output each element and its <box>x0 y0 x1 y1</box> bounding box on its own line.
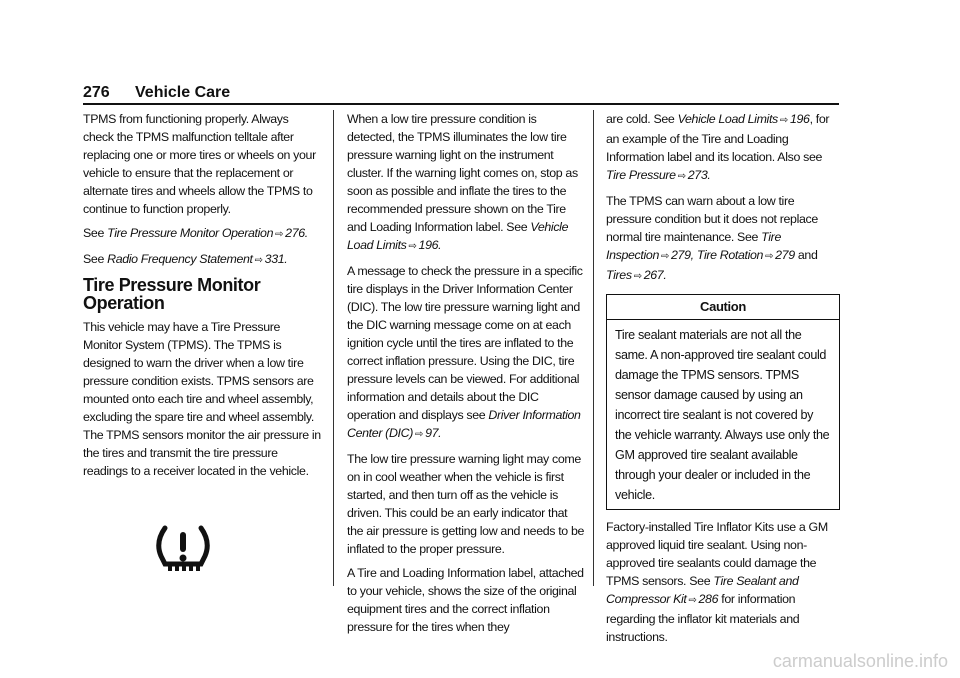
see-reference: See Radio Frequency Statement⇨ 331. <box>83 250 321 270</box>
tire-pressure-warning-icon <box>153 524 213 574</box>
paragraph: are cold. See Vehicle Load Limits⇨ 196, for an example of the Tire and Loading Information label and its location. Also see Tire Pressure⇨ 273. <box>606 110 840 186</box>
column-right <box>606 110 840 652</box>
paragraph: This vehicle may have a Tire Pressure Monitor System (TPMS). The TPMS is designed to warn the driver when a low tire pressure condition exists. TPMS sensors are mounted onto each tire and wheel assembly, excluding the spare tire and wheel assembly. The TPMS sensors monitor the air pressure in the tires and transmit the tire pressure readings to a receiver located in the vehicle. <box>83 320 321 478</box>
page-ref[interactable]: 331. <box>264 252 288 266</box>
arrow-icon <box>632 268 644 282</box>
column-divider <box>593 110 594 586</box>
arrow-icon <box>763 248 775 262</box>
arrow-icon <box>253 252 265 266</box>
link[interactable]: Vehicle Load Limits <box>677 112 778 126</box>
page-ref[interactable]: 276. <box>285 226 308 240</box>
page-ref[interactable]: 286 <box>698 592 719 606</box>
page-ref[interactable]: 196. <box>418 238 442 252</box>
column-divider <box>333 110 334 586</box>
paragraph: A message to check the pressure in a specific tire displays in the Driver Information Center (DIC). The low tire pressure warning light and the DIC warning message come on at each ignition cycle until the tires are inflated to the correct inflation pressure. Using the DIC, tire pressure levels can be viewed. For additional information and details about the DIC operation and displays see Driver Information Center (DIC)⇨ 97. <box>347 262 585 444</box>
link[interactable]: Radio Frequency Statement <box>107 252 253 266</box>
paragraph: TPMS from functioning properly. Always check the TPMS malfunction telltale after replacing one or more tires or wheels on your vehicle to ensure that the replacement or alternate tires and wheels allow the TPMS to continue to function properly. <box>83 112 316 216</box>
arrow-icon <box>273 226 285 240</box>
arrow-icon <box>676 168 688 182</box>
paragraph: The low tire pressure warning light may come on in cool weather when the vehicle is first started, and then turn off as the vehicle is driven. This could be an early indicator that the air pressure is getting low and needs to be inflated to the proper pressure. <box>347 452 585 556</box>
paragraph: When a low tire pressure condition is detected, the TPMS illuminates the low tire pressure warning light on the instrument cluster. If the warning light comes on, stop as soon as possible and inflate the tires to the recommended pressure shown on the Tire and Loading Information label. See Vehicle Load Limits⇨ 196. <box>347 110 585 256</box>
arrow-icon <box>407 238 419 252</box>
arrow-icon <box>778 112 790 126</box>
link[interactable]: Vehicle Load Limits <box>347 220 569 252</box>
paragraph: The TPMS can warn about a low tire pressure condition but it does not replace normal tire maintenance. See Tire Inspection⇨ 279, Tire Rotation⇨ 279 and Tires⇨ 267. <box>606 192 840 286</box>
section-title: Vehicle Care <box>135 84 231 101</box>
see-reference: See Tire Pressure Monitor Operation⇨ 276. <box>83 224 321 244</box>
paragraph: A Tire and Loading Information label, attached to your vehicle, shows the size of the original equipment tires and the correct inflation pressure for the tires when they <box>347 566 584 634</box>
caution-title: Caution <box>607 295 839 320</box>
header-rule <box>83 103 839 105</box>
link[interactable]: Tires <box>606 268 632 282</box>
link[interactable]: Tire Pressure <box>606 168 676 182</box>
link[interactable]: Tire Rotation <box>696 248 764 262</box>
watermark: carmanualsonline.info <box>772 651 948 671</box>
paragraph: Factory-installed Tire Inflator Kits use a GM approved liquid tire sealant. Using non-approved tire sealants could damage the TPMS sensors. See Tire Sealant and Compressor Kit⇨ 286 for information regarding the inflator kit materials and instructions. <box>606 518 840 646</box>
arrow-icon <box>659 248 671 262</box>
arrow-icon <box>686 592 698 606</box>
section-heading: Tire Pressure Monitor Operation <box>83 275 261 313</box>
caution-body: Tire sealant materials are not all the same. A non-approved tire sealant could damage the TPMS sensors. TPMS sensor damage caused by using an incorrect tire sealant is not covered by the vehicle warranty. Always use only the GM approved tire sealant available through your dealer or included in the vehicle. <box>615 328 830 502</box>
arrow-icon <box>413 426 425 440</box>
link[interactable]: Tire Pressure Monitor Operation <box>107 226 274 240</box>
page-ref[interactable]: 267. <box>643 268 667 282</box>
page-ref[interactable]: 97. <box>425 426 442 440</box>
column-left <box>83 110 321 579</box>
page-header <box>83 84 230 102</box>
link[interactable]: Driver Information Center (DIC) <box>347 408 581 440</box>
page-number: 276 <box>83 84 110 101</box>
page-ref[interactable]: 279, <box>671 248 694 262</box>
page-ref[interactable]: 196 <box>789 112 810 126</box>
caution-box <box>606 294 840 510</box>
column-middle <box>347 110 585 642</box>
link[interactable]: Tire Sealant and Compressor Kit <box>606 574 799 606</box>
page-ref[interactable]: 279 <box>775 248 795 262</box>
page-ref[interactable]: 273. <box>687 168 711 182</box>
link[interactable]: Tire Inspection <box>606 230 781 262</box>
